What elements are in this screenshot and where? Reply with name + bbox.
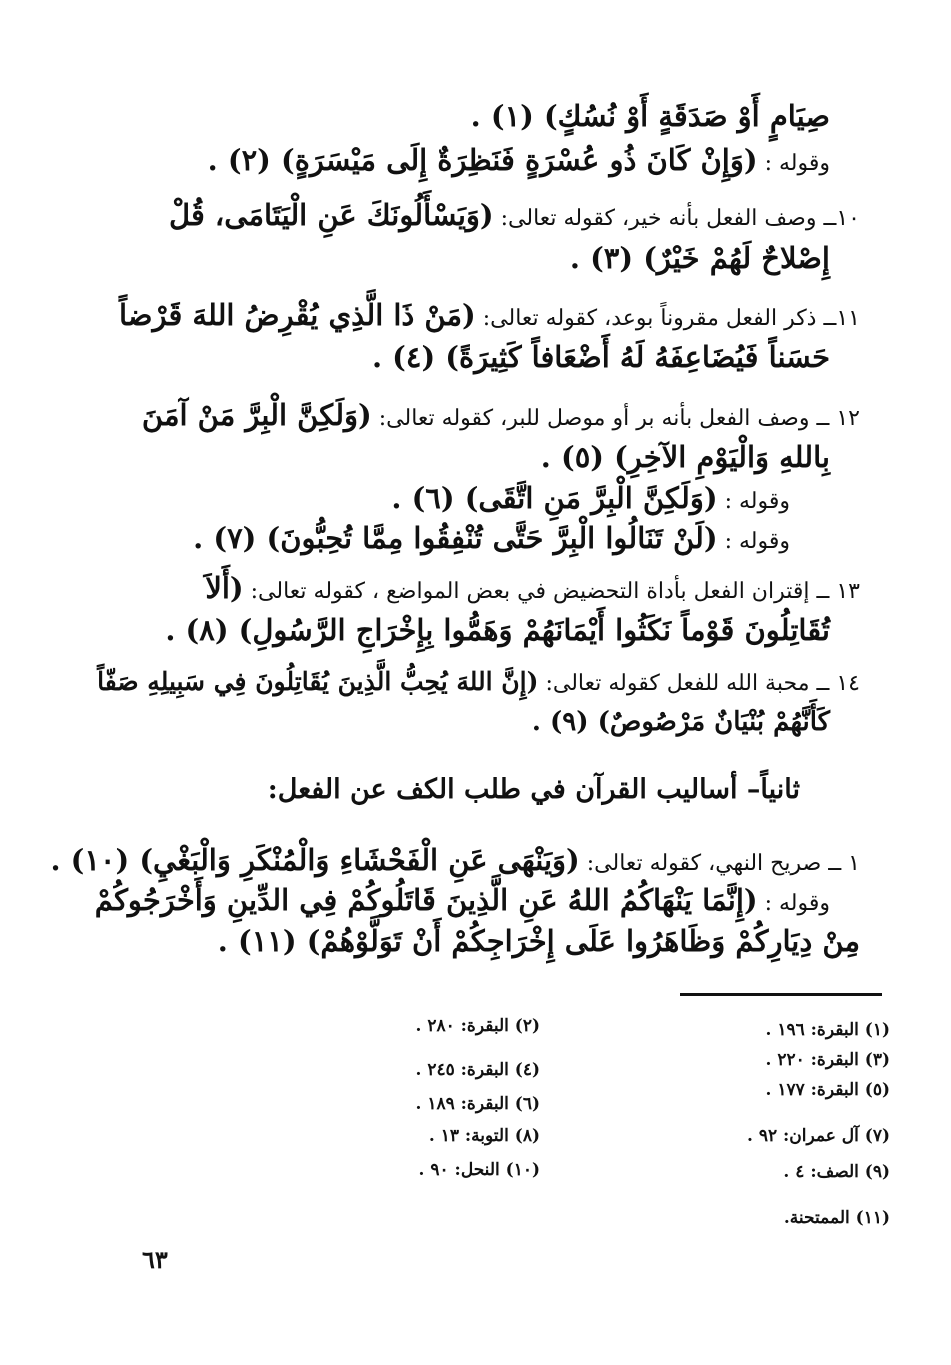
verse-text: (وَيَنْهَى عَنِ الْفَحْشَاءِ وَالْمُنْكَرِ وَالْبَغْيِ) (١٠) . [50,843,580,877]
list-item-10 [140,195,860,239]
footnote: (٨) التوبة: ١٣ . [428,1126,540,1146]
item-text: ١٠ــ وصف الفعل بأنه خير، كقوله تعالى: [493,206,860,231]
verse-line: حَسَناً فَيُضَاعِفَهُ لَهُ أَضْعَافاً كَثِيرَةً) (٤) . [371,340,830,374]
verse-line: تُقَاتِلُونَ قَوْماً نَكَثُوا أَيْمَانَهُمْ وَهَمُّوا بِإِخْرَاجِ الرَّسُولِ) (٨) . [165,613,830,647]
item-text: ١١ــ ذكر الفعل مقروناً بوعد، كقوله تعالى: [475,306,860,331]
verse-text: (مَنْ ذَا الَّذِي يُقْرِضُ اللهَ قَرْضاً [119,298,476,332]
list-item-11 [119,295,860,339]
footnote: (٥) البقرة: ١٧٧ . [765,1080,890,1100]
verse-line: كَأَنَّهُمْ بُنْيَانٌ مَرْصُوصٌ) (٩) . [531,707,830,737]
footnote: (٦) البقرة: ١٨٩ . [415,1094,540,1114]
footnote: (١) البقرة: ١٩٦ . [765,1020,890,1040]
footnote: (٣) البقرة: ٢٢٠ . [765,1050,890,1070]
verse-text: (إِنَّمَا يَنْهَاكُمُ اللهُ عَنِ الَّذِينَ قَاتَلُوكُمْ فِي الدِّينِ وَأَخْرَجُوكُمْ [94,883,758,917]
intro-text: وقوله : [717,529,790,554]
quote-line [94,880,830,924]
item-text: ١ ــ صريح النهي، كقوله تعالى: [579,851,860,876]
intro-text: وقوله : [757,891,830,916]
quote-line [140,140,830,184]
verse-text: (وَلَكِنَّ الْبِرَّ مَنِ اتَّقَى) (٦) . [391,481,718,515]
footnote: (٤) البقرة: ٢٤٥ . [415,1060,540,1080]
quote-line [140,478,790,522]
footnote: (٧) آل عمران: ٩٢ . [746,1126,890,1146]
section-heading: ثانياً– أساليب القرآن في طلب الكف عن الفعل: [267,774,800,805]
item-text: ١٣ ــ إقتران الفعل بأداة التحضيض في بعض المواضع ، كقوله تعالى: [243,579,860,604]
item-text: ١٤ ــ محبة الله للفعل كقوله تعالى: [538,671,860,696]
page-number: ٦٣ [142,1245,168,1274]
intro-text: وقوله : [757,151,830,176]
list-item-12 [140,395,860,439]
footnote: (٩) الصف: ٤ . [783,1162,890,1182]
verse-line: بِاللهِ وَالْيَوْمِ الآخِرِ) (٥) . [540,440,830,474]
footnote: (١١) الممتحنة. [783,1208,890,1228]
footnote: (٢) البقرة: ٢٨٠ . [415,1016,540,1036]
footnote: (١٠) النحل: ٩٠ . [418,1160,540,1180]
verse-text: (أَلاَ [205,571,244,605]
verse-text: (إِنَّ اللهَ يُحِبُّ الَّذِينَ يُقَاتِلُونَ فِي سَبِيلِهِ صَفّاً [97,667,539,696]
verse-line: إِصْلاحٌ لَهُمْ خَيْرٌ) (٣) . [569,241,830,275]
verse-text: (لَنْ تَنَالُوا الْبِرَّ حَتَّى تُنْفِقُوا مِمَّا تُحِبُّونَ) (٧) . [193,521,718,555]
list-item-13 [140,568,860,612]
verse-line: مِنْ دِيَارِكُمْ وَظَاهَرُوا عَلَى إِخْرَاجِكُمْ أَنْ تَوَلَّوْهُمْ) (١١) . [217,924,860,958]
item-text: ١٢ ــ وصف الفعل بأنه بر أو موصل للبر، كقوله تعالى: [371,406,860,431]
verse-line: صِيَامٍ أَوْ صَدَقَةٍ أَوْ نُسُكٍ) (١) . [470,99,830,133]
quote-line [140,518,790,562]
intro-text: وقوله : [717,489,790,514]
list-item-1 [50,840,860,884]
list-item-14 [97,662,860,704]
verse-text: (وَيَسْأَلُونَكَ عَنِ الْيَتَامَى، قُلْ [169,198,494,232]
verse-text: (وَإِنْ كَانَ ذُو عُسْرَةٍ فَنَظِرَةٌ إِلَى مَيْسَرَةٍ) (٢) . [207,143,758,177]
verse-text: (وَلَكِنَّ الْبِرَّ مَنْ آمَنَ [141,398,372,432]
footnote-divider [680,993,882,996]
